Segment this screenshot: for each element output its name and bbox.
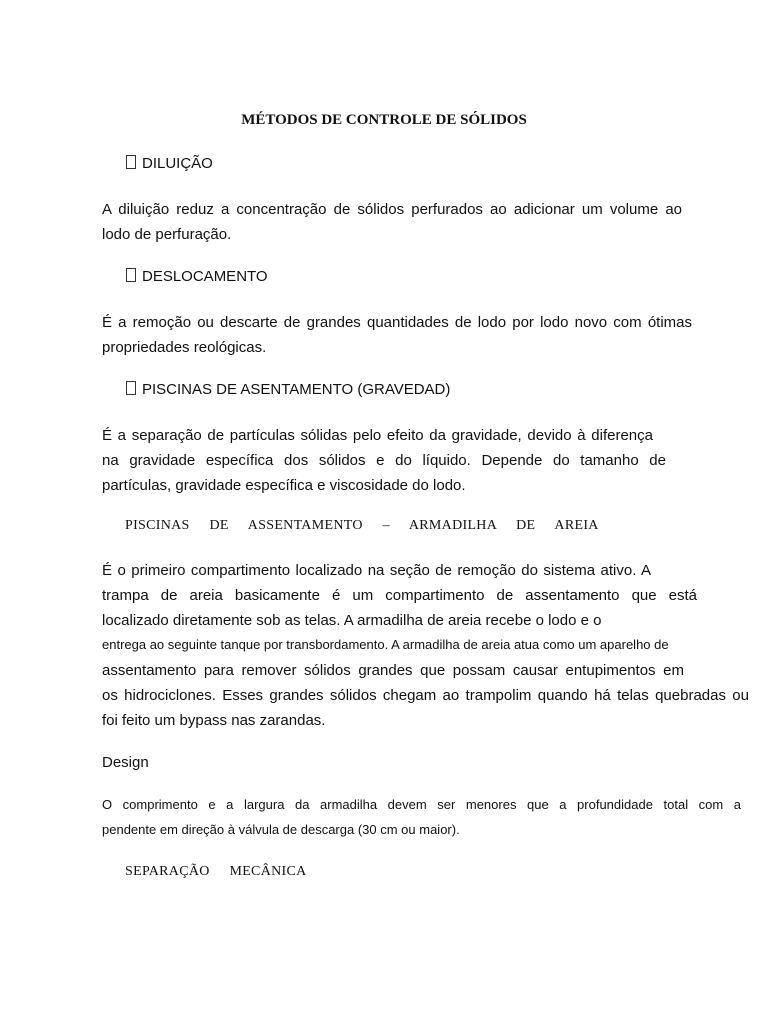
paragraph-line: O comprimento e a largura da armadilha devem ser menores que a profundidade total com a xyxy=(102,797,741,812)
section-heading-separacao: SEPARAÇÃO MECÂNICA xyxy=(125,864,307,879)
paragraph-line: assentamento para remover sólidos grandes que possam causar entupimentos em xyxy=(102,662,684,679)
paragraph-line: os hidrociclones. Esses grandes sólidos chegam ao trampolim quando há telas quebradas ou xyxy=(102,687,749,704)
paragraph-line: A diluição reduz a concentração de sólidos perfurados ao adicionar um volume ao xyxy=(102,201,682,218)
paragraph-line: É a separação de partículas sólidas pelo efeito da gravidade, devido à diferença xyxy=(102,427,653,444)
section-heading-design: Design xyxy=(102,754,149,771)
bullet-box-icon xyxy=(126,381,136,395)
section-heading-diluicao xyxy=(126,155,213,172)
document-title: MÉTODOS DE CONTROLE DE SÓLIDOS xyxy=(241,112,527,128)
paragraph-line: partículas, gravidade específica e viscosidade do lodo. xyxy=(102,477,466,494)
paragraph-line: É a remoção ou descarte de grandes quantidades de lodo por lodo novo com ótimas xyxy=(102,314,692,331)
paragraph-line: lodo de perfuração. xyxy=(102,226,232,243)
heading-text: DILUIÇÃO xyxy=(142,155,213,172)
paragraph-line: trampa de areia basicamente é um compartimento de assentamento que está xyxy=(102,587,697,604)
paragraph-line: pendente em direção à válvula de descarga (30 cm ou maior). xyxy=(102,822,460,837)
section-heading-piscinas xyxy=(126,381,450,398)
bullet-box-icon xyxy=(126,155,136,169)
paragraph-line: na gravidade específica dos sólidos e do líquido. Depende do tamanho de xyxy=(102,452,666,469)
paragraph-line: localizado diretamente sob as telas. A armadilha de areia recebe o lodo e o xyxy=(102,612,602,629)
heading-text: DESLOCAMENTO xyxy=(142,268,268,285)
paragraph-line: propriedades reológicas. xyxy=(102,339,267,356)
section-heading-armadilha: PISCINAS DE ASSENTAMENTO – ARMADILHA DE AREIA xyxy=(125,518,599,533)
paragraph-line: foi feito um bypass nas zarandas. xyxy=(102,712,326,729)
section-heading-deslocamento xyxy=(126,268,268,285)
paragraph-line: É o primeiro compartimento localizado na seção de remoção do sistema ativo. A xyxy=(102,562,651,579)
paragraph-line: entrega ao seguinte tanque por transbordamento. A armadilha de areia atua como um aparelho de xyxy=(102,637,669,652)
bullet-box-icon xyxy=(126,268,136,282)
heading-text: PISCINAS DE ASENTAMENTO (GRAVEDAD) xyxy=(142,381,451,398)
